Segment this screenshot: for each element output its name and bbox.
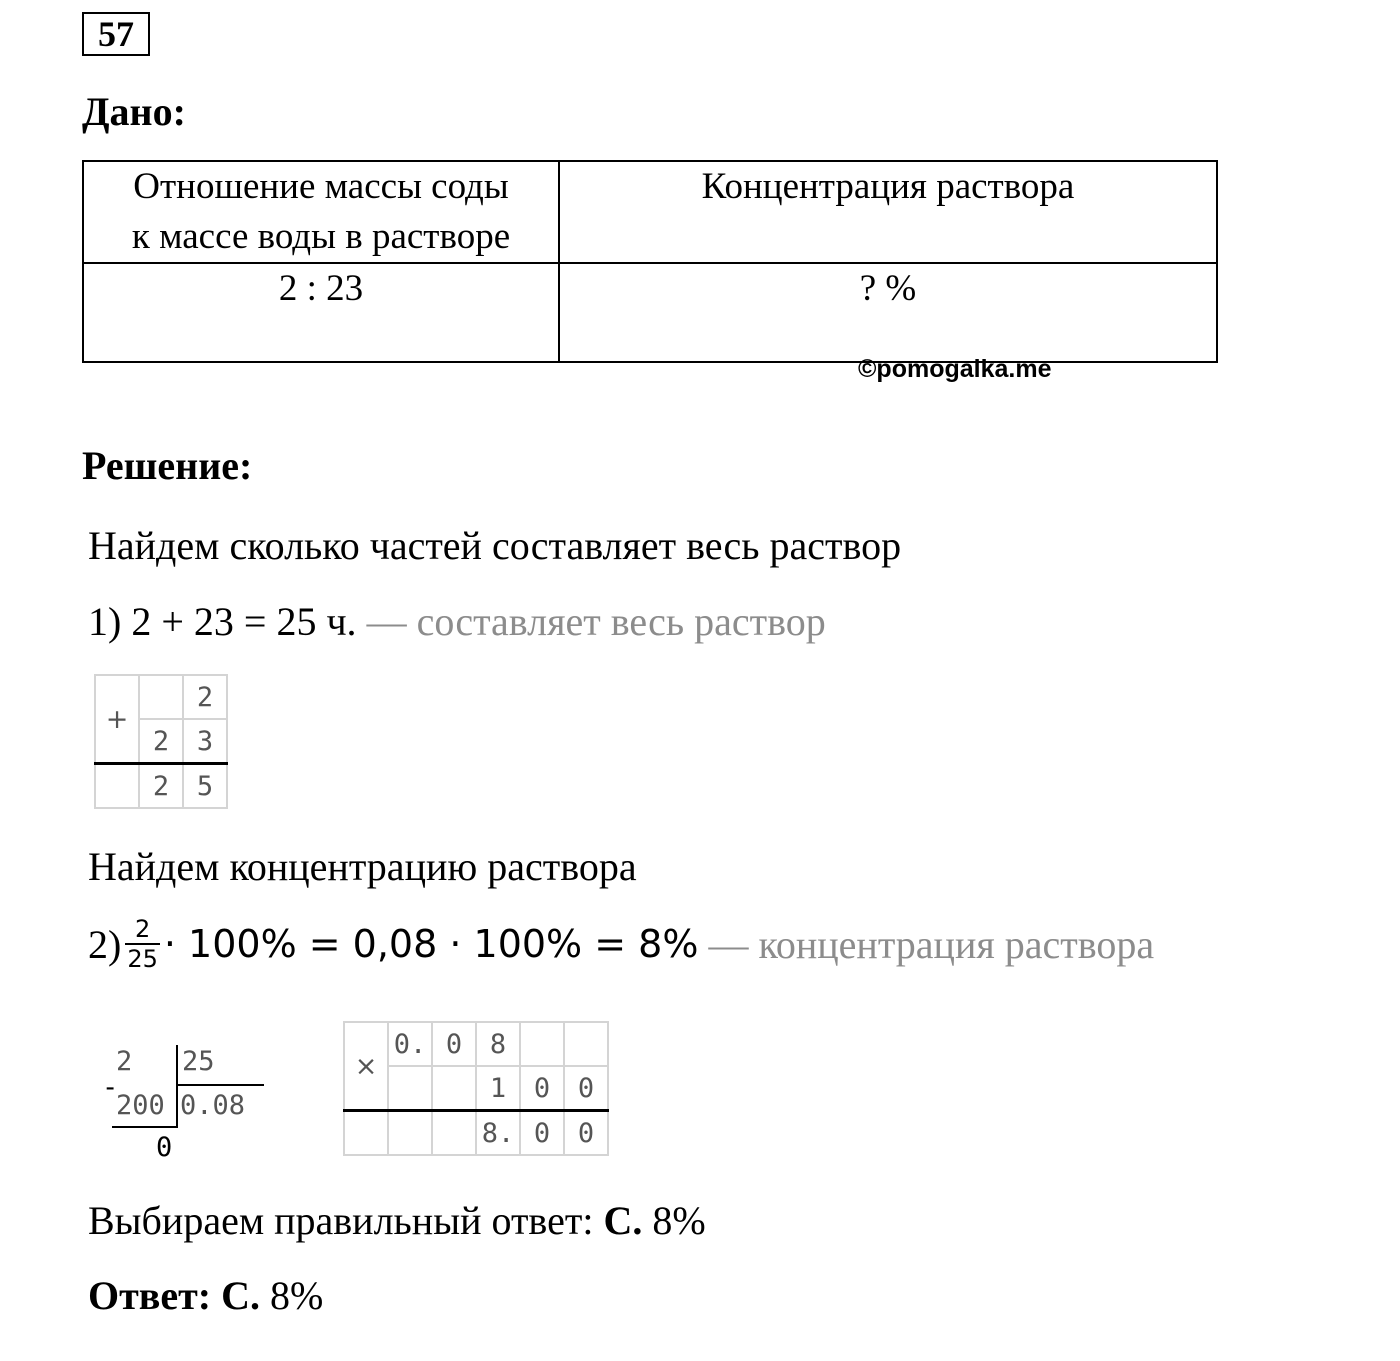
mult-result-cell: 8.: [476, 1111, 520, 1156]
step2-note: — концентрация раствора: [708, 921, 1155, 967]
step2-intro: Найдем концентрацию раствора: [88, 844, 637, 889]
mult-cell: [432, 1066, 476, 1111]
quotient: 0.08: [180, 1090, 246, 1121]
step1-equation: 1) 2 + 23 = 25 ч.: [88, 599, 357, 644]
choice-line: [88, 1197, 706, 1244]
mult-cell: 1: [476, 1066, 520, 1111]
subtrahend: 200: [116, 1090, 165, 1121]
answer-line: [88, 1272, 323, 1319]
choice-prefix: Выбираем правильный ответ:: [88, 1198, 594, 1243]
step2-expression: · 100% = 0,08 · 100% = 8%: [163, 922, 699, 966]
choice-letter: С.: [603, 1198, 643, 1243]
add-result-cell: 2: [139, 764, 183, 809]
step1-intro: Найдем сколько частей составляет весь раствор: [88, 523, 902, 568]
task-number: 57: [82, 12, 150, 56]
mult-cell: 0: [432, 1022, 476, 1066]
fraction: [125, 915, 160, 973]
divisor: 25: [182, 1046, 215, 1077]
step1-note: — составляет весь раствор: [366, 599, 826, 644]
division-quotient-line: [176, 1084, 264, 1086]
mult-cell: 0.: [388, 1022, 432, 1066]
mult-cell: [520, 1022, 564, 1066]
times-sign: ×: [344, 1022, 388, 1111]
answer-letter: С.: [221, 1273, 260, 1318]
header-concentration: Концентрация раствора: [559, 161, 1217, 263]
header-ratio-line2: к массе воды в растворе: [131, 216, 511, 257]
minus-sign: -: [102, 1072, 119, 1103]
fraction-numerator: 2: [134, 915, 151, 943]
value-concentration: ? %: [559, 263, 1217, 362]
add-result-cell: 5: [183, 764, 227, 809]
dividend: 2: [116, 1046, 133, 1077]
multiplication-grid: [343, 1021, 609, 1156]
mult-result-cell: 0: [564, 1111, 608, 1156]
mult-cell: [564, 1022, 608, 1066]
watermark: ©pomogalka.me: [858, 355, 1052, 383]
mult-result-cell: [388, 1111, 432, 1156]
add-cell: 3: [183, 719, 227, 764]
add-cell: 2: [183, 675, 227, 719]
step2-prefix: 2): [88, 921, 122, 967]
addition-grid: [94, 674, 228, 809]
solution-heading: Решение:: [82, 443, 253, 488]
mult-cell: 0: [520, 1066, 564, 1111]
add-cell: [139, 675, 183, 719]
mult-cell: [388, 1066, 432, 1111]
division-vertical-line: [176, 1045, 178, 1127]
header-ratio: [83, 161, 559, 263]
remainder: 0: [156, 1132, 173, 1163]
step1-line: [88, 598, 826, 645]
value-ratio: 2 : 23: [83, 263, 559, 362]
mult-cell: [344, 1111, 388, 1156]
mult-result-cell: [432, 1111, 476, 1156]
given-table: [82, 160, 1218, 363]
fraction-denominator: 25: [127, 945, 158, 973]
division-subtract-line: [112, 1126, 178, 1128]
answer-value: 8%: [269, 1273, 324, 1318]
plus-sign: +: [95, 675, 139, 764]
mult-cell: 8: [476, 1022, 520, 1066]
add-cell: 2: [139, 719, 183, 764]
choice-value: 8%: [652, 1198, 706, 1243]
step2-line: [88, 915, 1154, 973]
header-ratio-line1: Отношение массы соды: [133, 166, 509, 207]
answer-label: Ответ:: [88, 1273, 212, 1318]
mult-result-cell: 0: [520, 1111, 564, 1156]
add-cell: [95, 764, 139, 809]
given-heading: Дано:: [82, 89, 186, 134]
mult-cell: 0: [564, 1066, 608, 1111]
